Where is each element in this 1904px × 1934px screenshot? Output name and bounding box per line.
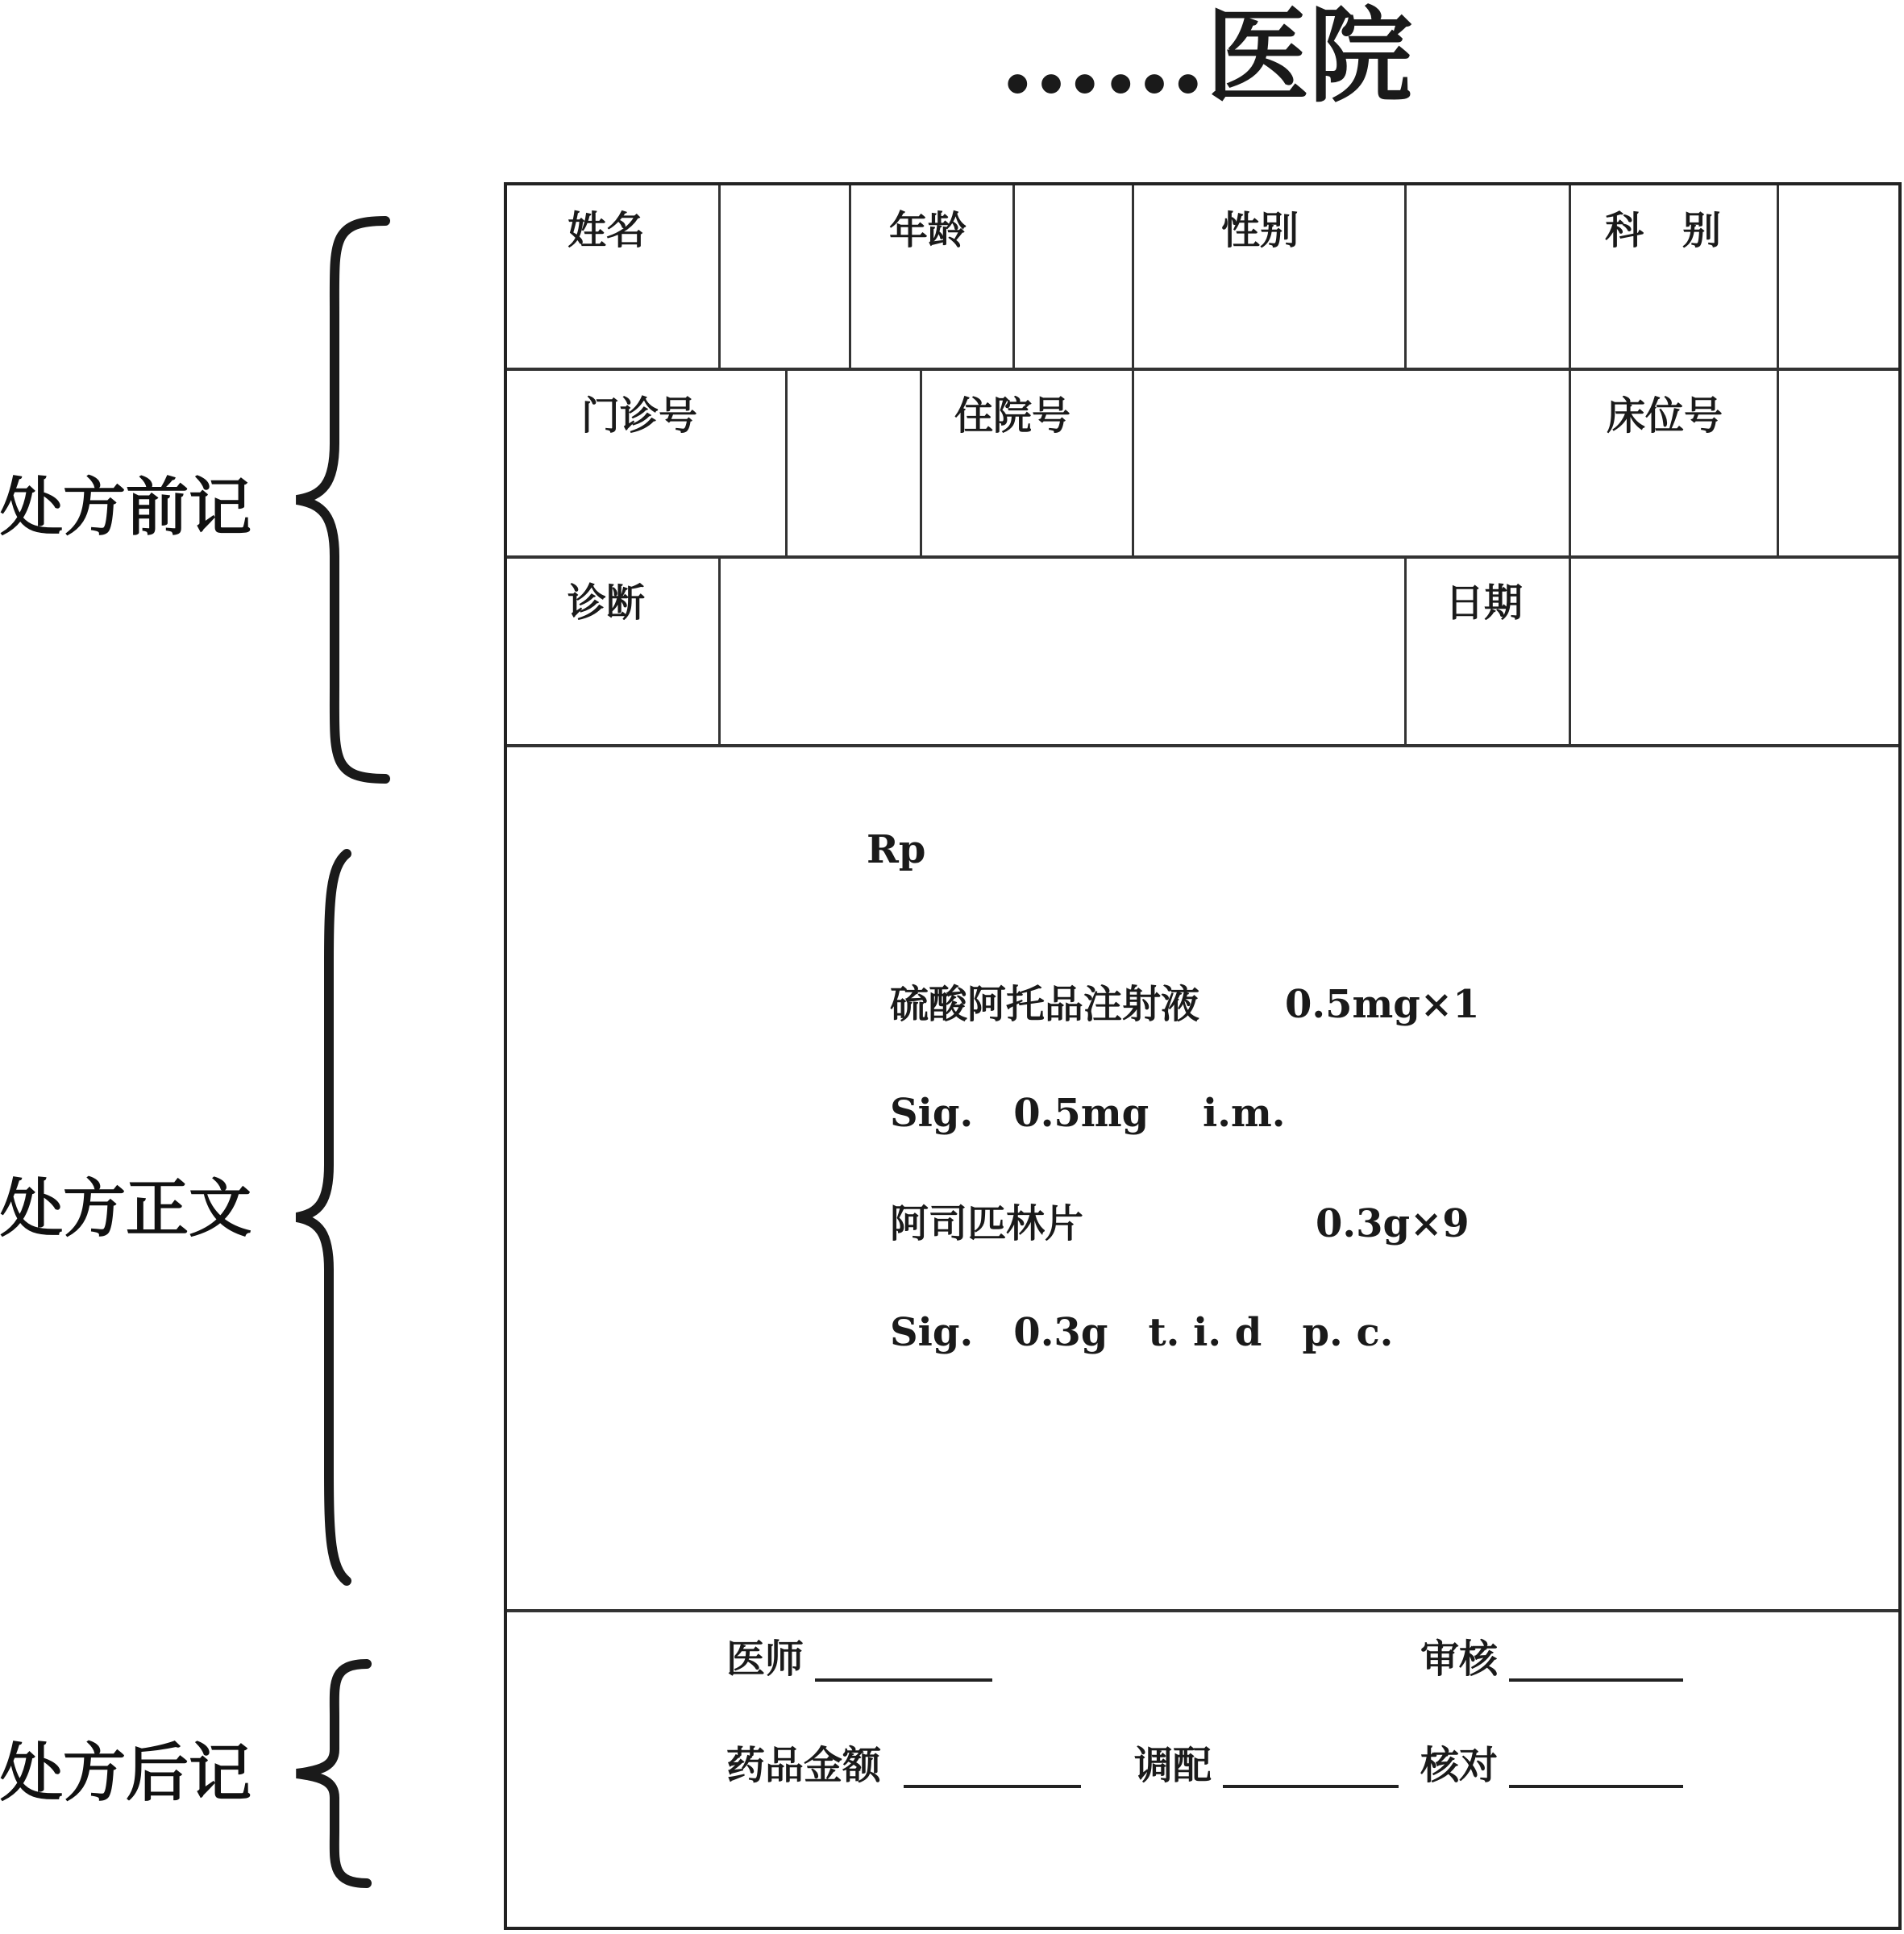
row3-divider [1569, 555, 1571, 744]
row1-divider [1012, 185, 1015, 368]
row1-divider [1404, 185, 1407, 368]
brace-front [290, 218, 387, 782]
row2-divider [920, 368, 922, 555]
label-outpatient-no: 门诊号 [581, 393, 698, 439]
dispense-signature-line [1223, 1785, 1399, 1788]
label-diagnosis: 诊断 [567, 580, 646, 626]
section-label-front: 处方前记 [0, 471, 252, 544]
review-signature-line [1509, 1678, 1683, 1682]
drug-1-name: 硫酸阿托品注射液 [890, 982, 1200, 1027]
drug-2-name: 阿司匹林片 [890, 1201, 1084, 1246]
drug-1-sig: Sig. 0.5mg i.m. [890, 1091, 1286, 1136]
hospital-title: ……医院 [1000, 0, 1412, 117]
row2-divider [1777, 368, 1779, 555]
label-age: 年龄 [889, 208, 967, 253]
row2-divider [1132, 368, 1134, 555]
label-dispense: 调配 [1134, 1743, 1212, 1788]
body-footer-divider [507, 1609, 1898, 1612]
row3-divider [1404, 555, 1407, 744]
row2-divider [785, 368, 788, 555]
label-check: 核对 [1420, 1743, 1499, 1788]
row1-divider [1777, 185, 1779, 368]
section-label-body: 处方正文 [0, 1172, 252, 1246]
rp-symbol: Rp [867, 827, 926, 872]
header-row-divider-2 [507, 555, 1898, 559]
check-signature-line [1509, 1785, 1683, 1788]
brace-back [290, 1661, 387, 1886]
row1-divider [1569, 185, 1571, 368]
label-department: 科 别 [1605, 208, 1722, 253]
section-label-back: 处方后记 [0, 1736, 252, 1810]
label-date: 日期 [1445, 580, 1524, 626]
label-review: 审核 [1420, 1637, 1499, 1682]
label-name: 姓名 [567, 208, 646, 253]
prescription-form [504, 182, 1902, 1930]
row3-divider [718, 555, 721, 744]
drug-2-quantity: 0.3g×9 [1316, 1201, 1470, 1246]
label-bed-no: 床位号 [1607, 393, 1723, 439]
doctor-signature-line [815, 1678, 992, 1682]
drug-2-sig: Sig. 0.3g t. i. d p. c. [890, 1310, 1394, 1355]
label-gender: 性别 [1221, 208, 1299, 253]
drug-1-quantity: 0.5mg×1 [1285, 982, 1480, 1027]
label-inpatient-no: 住院号 [954, 393, 1071, 439]
label-doctor: 医师 [726, 1637, 804, 1682]
row1-divider [718, 185, 721, 368]
row1-divider [1132, 185, 1134, 368]
brace-body [290, 851, 387, 1584]
amount-signature-line [904, 1785, 1081, 1788]
header-row-divider-1 [507, 368, 1898, 371]
row1-divider [849, 185, 851, 368]
label-drug-amount: 药品金额 [726, 1743, 882, 1788]
header-body-divider [507, 744, 1898, 747]
row2-divider [1569, 368, 1571, 555]
